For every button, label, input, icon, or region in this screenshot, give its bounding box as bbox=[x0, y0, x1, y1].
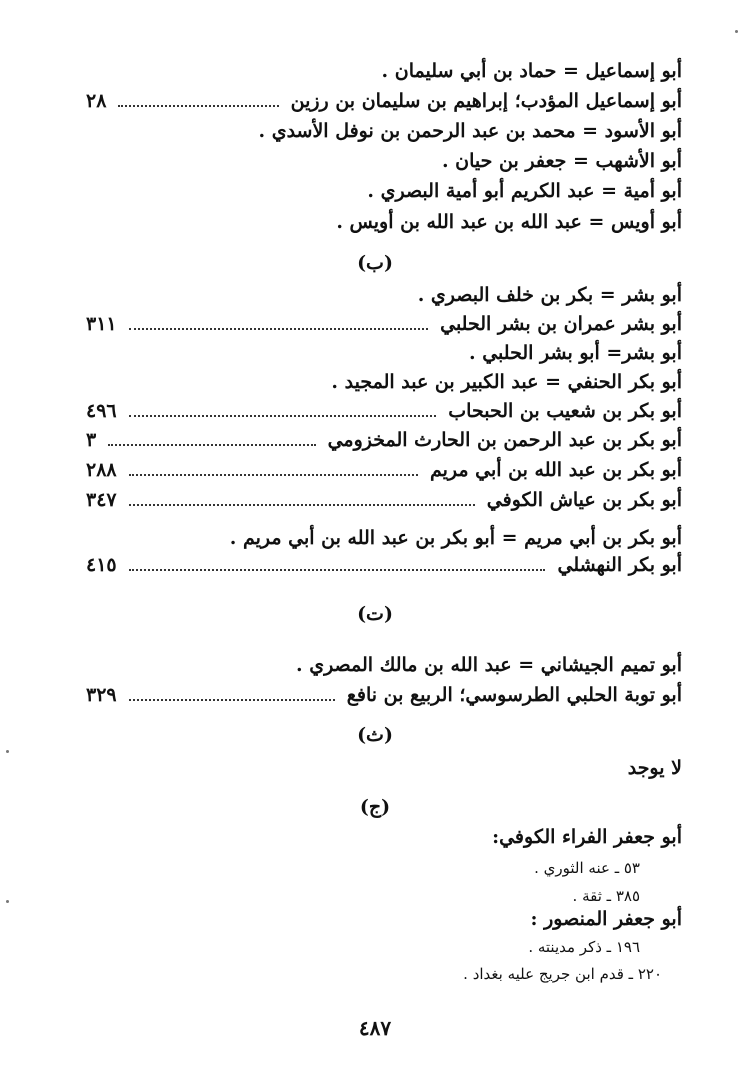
section-header-ba: (ب) bbox=[357, 252, 393, 274]
dot-leader bbox=[129, 415, 437, 417]
index-entry bbox=[86, 822, 682, 852]
entry-text: أبو الأسود = محمد بن عبد الرحمن بن نوفل الأسدي . bbox=[258, 120, 682, 142]
entry-page: ٣١١ bbox=[86, 313, 117, 335]
index-entry bbox=[86, 680, 682, 710]
entry-text: أبو تميم الجيشاني = عبد الله بن مالك المصري . bbox=[295, 654, 682, 676]
dot-leader bbox=[129, 504, 475, 506]
entry-text: أبو بكر بن شعيب بن الحبحاب bbox=[448, 400, 682, 422]
scan-speck bbox=[735, 30, 738, 33]
entry-text: أبو بشر= أبو بشر الحلبي . bbox=[468, 342, 682, 364]
entry-text: أبو بكر الحنفي = عبد الكبير بن عبد المجيد . bbox=[331, 371, 682, 393]
entry-text: أبو بشر عمران بن بشر الحلبي bbox=[440, 313, 682, 335]
entry-text: أبو بكر بن عياش الكوفي bbox=[486, 489, 682, 511]
entry-text: أبو إسماعيل المؤدب؛ إبراهيم بن سليمان بن رزين bbox=[290, 90, 682, 112]
dot-leader bbox=[108, 444, 315, 446]
index-entry bbox=[86, 146, 682, 176]
sub-entry bbox=[86, 934, 640, 960]
index-entry bbox=[86, 455, 682, 485]
dot-leader bbox=[129, 474, 418, 476]
index-entry bbox=[86, 207, 682, 237]
section-header-ta: (ت) bbox=[357, 603, 393, 625]
entry-text: أبو الأشهب = جعفر بن حيان . bbox=[441, 150, 682, 172]
scan-speck bbox=[6, 900, 9, 903]
entry-page: ٢٨ bbox=[86, 90, 107, 112]
index-entry bbox=[86, 485, 682, 515]
entry-text: أبو جعفر المنصور : bbox=[530, 908, 682, 930]
entry-page: ٣٢٩ bbox=[86, 684, 117, 706]
entry-text: أبو جعفر الفراء الكوفي: bbox=[492, 826, 682, 848]
sub-entry bbox=[86, 961, 662, 987]
entry-text: أبو بشر = بكر بن خلف البصري . bbox=[417, 284, 682, 306]
sub-entry bbox=[86, 855, 640, 881]
index-entry bbox=[86, 338, 682, 368]
index-entry bbox=[86, 523, 682, 553]
index-entry bbox=[86, 650, 682, 680]
index-entry bbox=[86, 904, 682, 934]
dot-leader bbox=[118, 105, 278, 107]
page-number: ٤٨٧ bbox=[358, 1016, 392, 1040]
entry-text: أبو إسماعيل = حماد بن أبي سليمان . bbox=[381, 60, 682, 82]
entry-page: ٢٨٨ bbox=[86, 459, 117, 481]
index-entry bbox=[86, 309, 682, 339]
index-entry bbox=[86, 280, 682, 310]
index-entry bbox=[86, 176, 682, 206]
index-entry bbox=[86, 396, 682, 426]
index-entry bbox=[86, 56, 682, 86]
entry-page: ٤١٥ bbox=[86, 554, 117, 576]
section-tha-body bbox=[86, 753, 682, 783]
index-entry bbox=[86, 367, 682, 397]
entry-text: أبو أمية = عبد الكريم أبو أمية البصري . bbox=[367, 180, 682, 202]
entry-text: أبو بكر بن عبد الله بن أبي مريم bbox=[429, 459, 682, 481]
entry-text: لا يوجد bbox=[627, 757, 682, 779]
entry-page: ٣ bbox=[86, 429, 97, 451]
sub-entry-text: ٥٣ ـ عنه الثوري . bbox=[534, 859, 640, 877]
index-entry bbox=[86, 86, 682, 116]
section-header-tha: (ث) bbox=[357, 724, 393, 746]
entry-text: أبو بكر بن عبد الرحمن بن الحارث المخزومي bbox=[327, 429, 682, 451]
sub-entry-text: ٣٨٥ ـ ثقة . bbox=[572, 887, 640, 905]
dot-leader bbox=[129, 699, 335, 701]
entry-text: أبو توبة الحلبي الطرسوسي؛ الربيع بن نافع bbox=[346, 684, 682, 706]
sub-entry-text: ٢٢٠ ـ قدم ابن جريج عليه بغداد . bbox=[463, 965, 662, 983]
entry-page: ٤٩٦ bbox=[86, 400, 117, 422]
dot-leader bbox=[129, 328, 428, 330]
index-entry bbox=[86, 425, 682, 455]
entry-page: ٣٤٧ bbox=[86, 489, 117, 511]
section-header-jim: (ج) bbox=[359, 796, 391, 818]
entry-text: أبو أويس = عبد الله بن عبد الله بن أويس . bbox=[336, 211, 682, 233]
dot-leader bbox=[129, 569, 546, 571]
entry-text: أبو بكر بن أبي مريم = أبو بكر بن عبد الله بن أبي مريم . bbox=[229, 527, 682, 549]
index-entry bbox=[86, 550, 682, 580]
index-entry bbox=[86, 116, 682, 146]
entry-text: أبو بكر النهشلي bbox=[557, 554, 682, 576]
sub-entry-text: ١٩٦ ـ ذكر مدينته . bbox=[528, 938, 640, 956]
scan-speck bbox=[6, 750, 9, 753]
